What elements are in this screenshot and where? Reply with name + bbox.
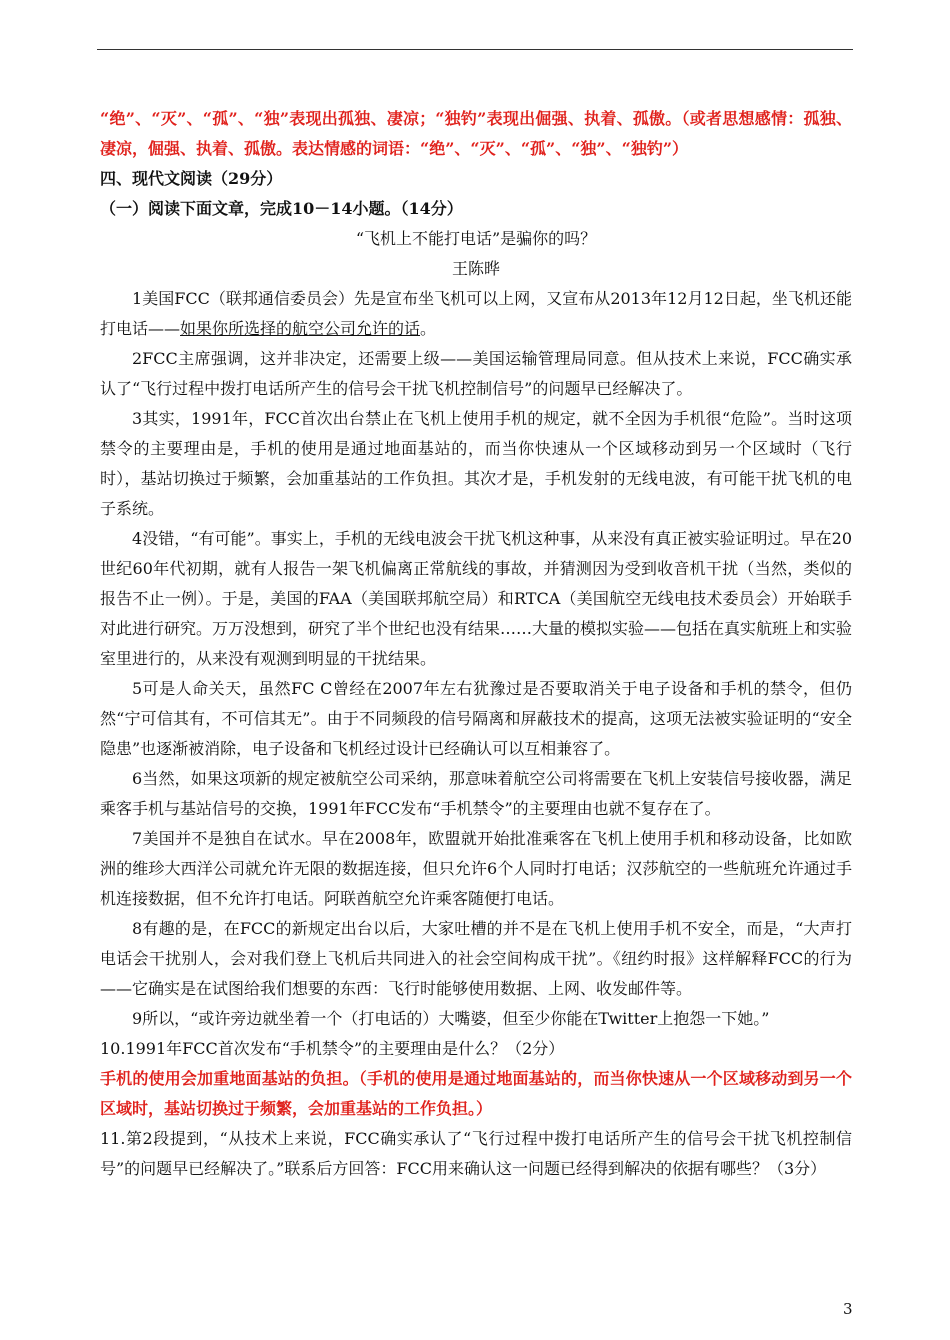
question-10: 10.1991年FCC首次发布“手机禁令”的主要理由是什么？（2分） — [100, 1039, 565, 1058]
subsection-title: （一）阅读下面文章，完成10－14小题。（14分） — [100, 199, 463, 218]
paragraph-6: 6当然，如果这项新的规定被航空公司采纳，那意味着航空公司将需要在飞机上安装信号接收器，满足乘客手机与基站信号的交换，1991年FCC发布“手机禁令”的主要理由也就不复存在了。 — [100, 769, 852, 818]
header-rule — [97, 49, 853, 50]
page-content — [100, 104, 852, 1184]
paragraph-1 — [100, 284, 852, 344]
paragraph-1-main: 1美国FCC（联邦通信委员会）先是宣布坐飞机可以上网，又宣布从2013年12月12日起，坐飞机还能打电话—— — [100, 289, 852, 338]
article-title: “飞机上不能打电话”是骗你的吗？ — [355, 229, 597, 248]
paragraph-1-underlined: 如果你所选择的航空公司允许的话 — [180, 319, 421, 338]
page-number: 3 — [843, 1300, 853, 1318]
paragraph-9: 9所以，“或许旁边就坐着一个（打电话的）大嘴婆，但至少你能在Twitter上抱怨一下她。” — [132, 1009, 770, 1028]
paragraph-4: 4没错，“有可能”。事实上，手机的无线电波会干扰飞机这种事，从来没有真正被实验证明过。早在20世纪60年代初期，就有人报告一架飞机偏离正常航线的事故，并猜测因为受到收音机干扰（当然，类似的报告不止一例）。于是，美国的FAA（美国联邦航空局）和RTCA（美国航空无线电技术委员会）开始联手对此进行研究。万万没想到，研究了半个世纪也没有结果……大量的模拟实验——包括在真实航班上和实验室里进行的，从来没有观测到明显的干扰结果。 — [100, 529, 853, 668]
paragraph-3: 3其实，1991年，FCC首次出台禁止在飞机上使用手机的规定，就不全因为手机很“危险”。当时这项禁令的主要理由是，手机的使用是通过地面基站的，而当你快速从一个区域移动到另一个区域时（飞行时），基站切换过于频繁，会加重基站的工作负担。其次才是，手机发射的无线电波，有可能干扰飞机的电子系统。 — [100, 409, 852, 518]
question-11: 11.第2段提到，“从技术上来说，FCC确实承认了“飞行过程中拨打电话所产生的信号会干扰飞机控制信号”的问题早已经解决了。”联系后方回答：FCC用来确认这一问题已经得到解决的依据有哪些？（3分） — [100, 1129, 852, 1178]
paragraph-1-end: 。 — [420, 319, 437, 338]
paragraph-7: 7美国并不是独自在试水。早在2008年，欧盟就开始批准乘客在飞机上使用手机和移动设备，比如欧洲的维珍大西洋公司就允许无限的数据连接，但只允许6个人同时打电话；汉莎航空的一些航班允许通过手机连接数据，但不允许打电话。阿联酋航空允许乘客随便打电话。 — [100, 829, 852, 908]
paragraph-5: 5可是人命关天，虽然FC C曾经在2007年左右犹豫过是否要取消关于电子设备和手机的禁令，但仍然“宁可信其有，不可信其无”。由于不同频段的信号隔离和屏蔽技术的提高，这项无法被实验证明的“安全隐患”也逐渐被消除，电子设备和飞机经过设计已经确认可以互相兼容了。 — [100, 679, 852, 758]
article-author: 王陈晔 — [451, 259, 500, 278]
paragraph-2: 2FCC主席强调，这并非决定，还需要上级——美国运输管理局同意。但从技术上来说，FCC确实承认了“飞行过程中拨打电话所产生的信号会干扰飞机控制信号”的问题早已经解决了。 — [100, 349, 852, 398]
answer-block-1: “绝”、“灭”、“孤”、“独”表现出孤独、凄凉；“独钓”表现出倔强、执着、孤傲。（或者思想感情：孤独、凄凉，倔强、执着、孤傲。表达情感的词语：“绝”、“灭”、“孤”、“独”、“独钓”） — [100, 109, 852, 158]
section-title: 四、现代文阅读（29分） — [100, 169, 283, 188]
paragraph-8: 8有趣的是，在FCC的新规定出台以后，大家吐槽的并不是在飞机上使用手机不安全，而是，“大声打电话会干扰别人，会对我们登上飞机后共同进入的社会空间构成干扰”。《纽约时报》这样解释FCC的行为——它确实是在试图给我们想要的东西：飞行时能够使用数据、上网、收发邮件等。 — [100, 919, 852, 998]
answer-10: 手机的使用会加重地面基站的负担。（手机的使用是通过地面基站的，而当你快速从一个区域移动到另一个区域时，基站切换过于频繁，会加重基站的工作负担。） — [100, 1069, 852, 1118]
